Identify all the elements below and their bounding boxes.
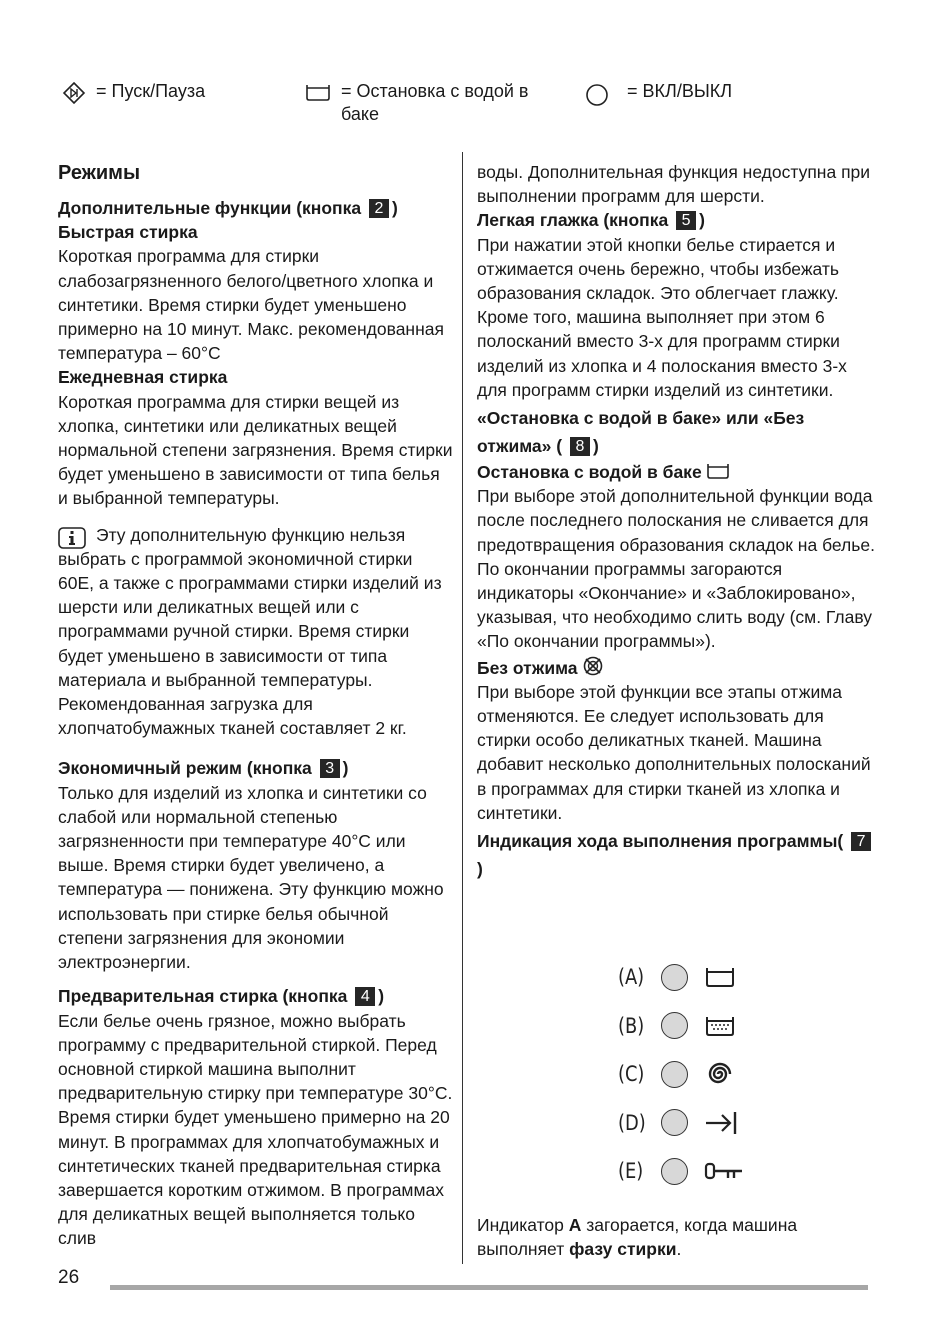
section-title: Режимы <box>58 162 141 184</box>
button-number-badge: 2 <box>369 199 389 218</box>
no-spin-title: Без отжима <box>477 656 877 680</box>
indicator-a-note: Индикатор A загорается, когда машина выполняет фазу стирки. <box>477 1215 798 1260</box>
indicator-letter: (B) <box>618 1013 645 1038</box>
button-number-badge: 4 <box>355 987 375 1006</box>
spin-spiral-icon <box>704 1060 736 1088</box>
indicator-row <box>618 1147 744 1196</box>
hold-heading: «Остановка с водой в баке» или «Без отжима» ( 8 ) <box>477 408 805 457</box>
indicator-lamp <box>661 964 688 991</box>
button-number-badge: 8 <box>570 437 590 456</box>
easy-iron-heading: Легкая глажка (кнопка 5 ) <box>477 210 705 231</box>
info-icon <box>58 527 86 549</box>
eco-mode-text: Только для изделий из хлопка и синтетики со слабой или нормальной степенью загрязненности при температуре 40°C или выше. Время стирки будет увеличено, а температура — понижена. Эту функцию можно использовать при стирке белья обычной степени загрязнения для экономии электроэнергии. <box>58 782 444 973</box>
button-number-badge: 5 <box>676 211 696 230</box>
legend-start-pause <box>62 80 205 104</box>
extra-functions-heading: Дополнительные функции (кнопка 2 ) <box>58 198 398 218</box>
indicator-row <box>618 1050 744 1099</box>
quick-wash-text: Короткая программа для стирки слабозагрязненного белого/цветного хлопка и синтетики. Время стирки будет уменьшено примерно на 10 минут. Макс. рекомендованная температура – 60°C <box>58 246 444 364</box>
prewash-tub-icon <box>704 1014 736 1038</box>
legend-rinse-hold <box>305 80 555 126</box>
rinse-hold-icon <box>305 82 331 102</box>
indicator-letter: (D) <box>618 1110 646 1135</box>
indicator-lamp <box>661 1158 688 1185</box>
indicator-row <box>618 953 744 1002</box>
rinse-hold-icon <box>706 462 730 480</box>
end-arrow-icon <box>704 1110 738 1136</box>
indicator-letter: (C) <box>618 1062 645 1087</box>
on-off-icon <box>585 82 609 106</box>
info-note-text: Эту дополнительную функцию нельзя выбрать с программой экономичной стирки 60E, а также с программами стирки изделий из шерсти или деликатных вещей или с программами ручной стирки. Время стирки будет уменьшено в зависимости от типа материала и выбранной температуры. Рекомендованная загрузка для хлопчатобумажных тканей составляет 2 кг. <box>58 524 442 739</box>
eco-mode-heading: Экономичный режим (кнопка 3 ) <box>58 758 349 779</box>
column-divider <box>462 152 463 1264</box>
prewash-heading: Предварительная стирка (кнопка 4 ) <box>58 986 385 1007</box>
left-column <box>58 160 453 1251</box>
indicator-row <box>618 1099 744 1148</box>
indicator-letter: (E) <box>618 1159 644 1184</box>
footer-rule <box>110 1285 868 1290</box>
indicator-lamp <box>661 1012 688 1039</box>
easy-iron-text: При нажатии этой кнопки белье стирается и отжимается очень бережно, чтобы избежать образования складок. Это облегчает глажку. Кроме того, машина выполняет при этом 6 полосканий вместо 3-х для программ стирки изделий из хлопка и 4 полоскания вместо 3-х для программ стирки изделий из синтетики. <box>477 234 847 400</box>
continued-text: воды. Дополнительная функция недоступна при выполнении программ для шерсти. <box>477 162 871 207</box>
start-pause-icon <box>62 82 86 104</box>
tub-icon <box>704 965 736 989</box>
indicator-lamp <box>661 1061 688 1088</box>
indicator-lamp <box>661 1109 688 1136</box>
indicator-letter: (A) <box>618 965 645 990</box>
quick-wash-title: Быстрая стирка <box>58 222 198 243</box>
progress-heading: Индикация хода выполнения программы( 7) <box>477 827 877 883</box>
legend-on-off-label: = ВКЛ/ВЫКЛ <box>627 81 733 101</box>
legend-rinse-hold-label: = Остановка с водой в баке <box>341 81 529 124</box>
progress-indicators <box>618 953 744 1196</box>
legend-start-pause-label: = Пуск/Пауза <box>96 81 206 101</box>
legend-on-off <box>585 80 732 106</box>
no-spin-text: При выборе этой функции все этапы отжима отменяются. Ее следует использовать для стирки особо деликатных тканей. Машина добавит несколько дополнительных полосканий в программах для стирки тканей из хлопка и синтетики. <box>477 681 871 823</box>
prewash-text: Если белье очень грязное, можно выбрать программу с предварительной стиркой. Перед основной стиркой машина выполнит предварительную стирку при температуре 30°C. Время стирки будет уменьшено примерно на 20 минут. В программах для хлопчатобумажных и синтетических тканей предварительная стирка завершается коротким отжимом. В программах для деликатных вещей выполняется только слив <box>58 1010 453 1249</box>
button-number-badge: 3 <box>320 759 340 778</box>
button-number-badge: 7 <box>851 832 871 851</box>
rinse-hold-title: Остановка с водой в баке <box>477 460 877 484</box>
info-note <box>58 523 453 741</box>
right-column <box>477 160 877 883</box>
rinse-hold-text: При выборе этой дополнительной функции вода после последнего полоскания не сливается для предотвращения образования складок на белье. По окончании программы загораются индикаторы «Окончание» и «Заблокировано», указывая, что необходимо слить воду (см. Главу «По окончании программы»). <box>477 486 875 652</box>
daily-wash-text: Короткая программа для стирки вещей из хлопка, синтетики или деликатных вещей нормальной степени загрязнения. Время стирки будет уменьшено в зависимости от типа белья и выбранной температуры. <box>58 391 453 509</box>
page-number: 26 <box>58 1267 80 1288</box>
indicator-row <box>618 1002 744 1051</box>
no-spin-icon <box>582 656 604 676</box>
daily-wash-title: Ежедневная стирка <box>58 367 228 388</box>
key-lock-icon <box>704 1159 744 1183</box>
